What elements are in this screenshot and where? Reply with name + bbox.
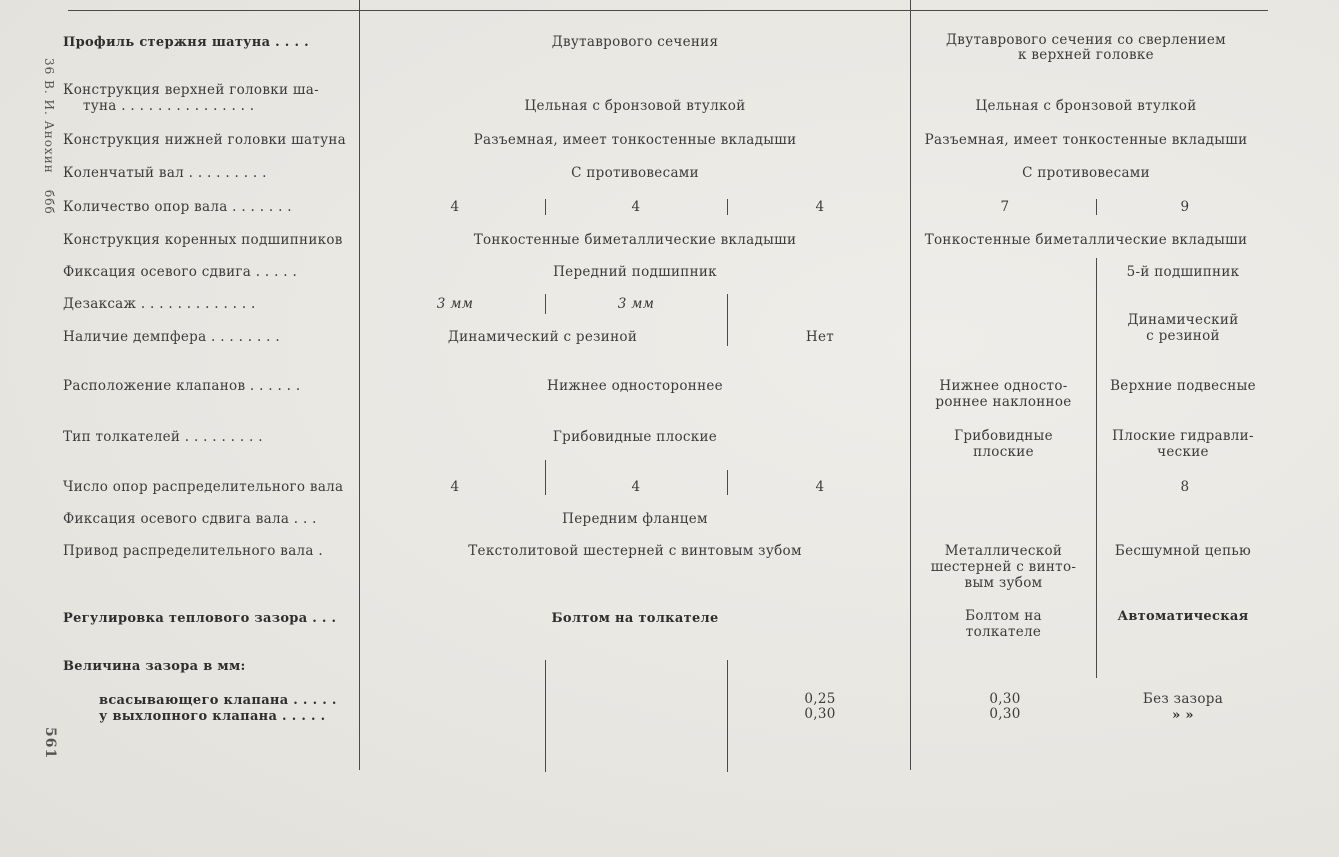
divider-b-c-supports	[727, 199, 728, 215]
value-clearance-adjustment-d-1: Болтом на	[965, 608, 1042, 624]
label-crankshaft: Коленчатый вал . . . . . . . . .	[63, 165, 267, 181]
value-main-bearings: Тонкостенные биметаллические вкладыши	[473, 232, 797, 248]
divider-d-e-upper	[1096, 258, 1097, 678]
divider-b-c-clearance	[727, 660, 728, 772]
value-camshaft-supports-a: 4	[450, 479, 460, 495]
label-intake-valve: всасывающего клапана . . . . .	[99, 693, 337, 708]
value-supports-c: 4	[815, 199, 825, 215]
value-damper-ab: Динамический с резиной	[447, 329, 638, 345]
value-damper-e-2: с резиной	[1146, 328, 1220, 344]
value-valve-layout-d-2: роннее наклонное	[935, 394, 1072, 410]
label-main-bearings: Конструкция коренных подшипников	[63, 232, 343, 248]
value-camshaft-drive-d-3: вым зубом	[964, 575, 1043, 591]
value-clearance-c-intake: 0,25	[804, 691, 836, 707]
label-camshaft-drive: Привод распределительного вала .	[63, 543, 323, 559]
label-camshaft-axial-fix: Фиксация осевого сдвига вала . . .	[63, 511, 317, 527]
divider-a-b-clearance	[545, 660, 546, 772]
divider-d-e-supports	[1096, 199, 1097, 215]
value-tappet-type-e-1: Плоские гидравли-	[1112, 428, 1254, 444]
label-valve-layout: Расположение клапанов . . . . . .	[63, 378, 301, 394]
value-supports-e: 9	[1180, 199, 1190, 215]
divider-b-c-desaxage	[727, 294, 728, 346]
value-valve-layout: Нижнее одностороннее	[547, 378, 723, 394]
value-camshaft-drive-d-2: шестерней с винто-	[930, 559, 1077, 575]
value-clearance-d-intake: 0,30	[989, 691, 1021, 707]
value-damper-c: Нет	[805, 329, 835, 345]
value-tappet-type-e-2: ческие	[1157, 444, 1209, 460]
label-shaft-supports: Количество опор вала . . . . . . .	[63, 199, 292, 215]
sidebar-mark: ббб	[42, 190, 56, 215]
label-clearance-size: Величина зазора в мм:	[63, 659, 246, 674]
value-clearance-d-exhaust: 0,30	[989, 706, 1021, 722]
label-upper-head-2: туна . . . . . . . . . . . . . . .	[83, 98, 255, 114]
value-axial-fix: Передний подшипник	[553, 264, 717, 280]
value-camshaft-supports-c: 4	[815, 479, 825, 495]
label-rod-profile: Профиль стержня шатуна . . . .	[63, 35, 309, 50]
label-lower-head: Конструкция нижней головки шатуна	[63, 132, 346, 148]
value-valve-layout-d-1: Нижнее односто-	[939, 378, 1068, 394]
value-tappet-type-d-2: плоские	[973, 444, 1034, 460]
label-tappet-type: Тип толкателей . . . . . . . . .	[63, 429, 263, 445]
value-camshaft-drive-d-1: Металлической	[944, 543, 1063, 559]
value-tappet-type-d-1: Грибовидные	[954, 428, 1053, 444]
value-main-bearings-2: Тонкостенные биметаллические вкладыши	[924, 232, 1248, 248]
label-axial-fix: Фиксация осевого сдвига . . . . .	[63, 264, 298, 280]
value-upper-head-2: Цельная с бронзовой втулкой	[975, 98, 1197, 114]
label-damper: Наличие демпфера . . . . . . . .	[63, 329, 280, 345]
value-camshaft-supports-e: 8	[1180, 479, 1190, 495]
top-rule	[68, 10, 1268, 11]
value-clearance-e-intake: Без зазора	[1142, 691, 1224, 707]
value-camshaft-supports-b: 4	[631, 479, 641, 495]
value-supports-a: 4	[450, 199, 460, 215]
value-rod-profile: Двутаврового сечения	[551, 34, 719, 50]
value-valve-layout-e: Верхние подвесные	[1110, 378, 1256, 394]
value-crankshaft-2: С противовесами	[1022, 165, 1150, 181]
divider-a-b-supports	[545, 199, 546, 215]
value-upper-head: Цельная с бронзовой втулкой	[524, 98, 746, 114]
value-clearance-e-exhaust: » »	[1172, 708, 1194, 723]
value-crankshaft: С противовесами	[571, 165, 699, 181]
value-camshaft-drive-e: Бесшумной цепью	[1114, 543, 1252, 559]
value-axial-fix-e: 5-й подшипник	[1126, 264, 1240, 280]
label-desaxage: Дезаксаж . . . . . . . . . . . . .	[63, 296, 256, 312]
value-lower-head: Разъемная, имеет тонкостенные вкладыши	[473, 132, 797, 148]
page-number: 561	[42, 727, 58, 760]
value-clearance-adjustment-e: Автоматическая	[1117, 609, 1249, 624]
value-clearance-adjustment-d-2: толкателе	[965, 624, 1042, 640]
value-supports-b: 4	[631, 199, 641, 215]
label-upper-head-1: Конструкция верхней головки ша-	[63, 82, 319, 98]
value-camshaft-drive: Текстолитовой шестерней с винтовым зубом	[468, 543, 802, 559]
value-camshaft-axial-fix: Передним фланцем	[562, 511, 708, 527]
value-tappet-type: Грибовидные плоские	[552, 429, 718, 445]
value-clearance-c-exhaust: 0,30	[804, 706, 836, 722]
divider-b-c-camshaft	[727, 470, 728, 495]
value-lower-head-2: Разъемная, имеет тонкостенные вкладыши	[924, 132, 1248, 148]
label-clearance-adjustment: Регулировка теплового зазора . . .	[63, 611, 337, 626]
label-exhaust-valve: у выхлопного клапана . . . . .	[99, 709, 326, 724]
value-rod-profile-drilled-2: к верхней головке	[1018, 47, 1154, 63]
divider-a-b-desaxage	[545, 294, 546, 314]
label-camshaft-supports: Число опор распределительного вала	[63, 479, 344, 495]
value-damper-e-1: Динамический	[1127, 312, 1239, 328]
value-rod-profile-drilled-1: Двутаврового сечения со сверлением	[946, 32, 1226, 48]
value-clearance-adjustment: Болтом на толкателе	[551, 611, 719, 626]
divider-a-b-camshaft	[545, 460, 546, 495]
value-desaxage-a: 3 мм	[436, 296, 474, 312]
sidebar-author: 36 В. И. Анохин	[42, 58, 56, 174]
value-desaxage-b: 3 мм	[617, 296, 655, 312]
value-supports-d: 7	[1000, 199, 1010, 215]
